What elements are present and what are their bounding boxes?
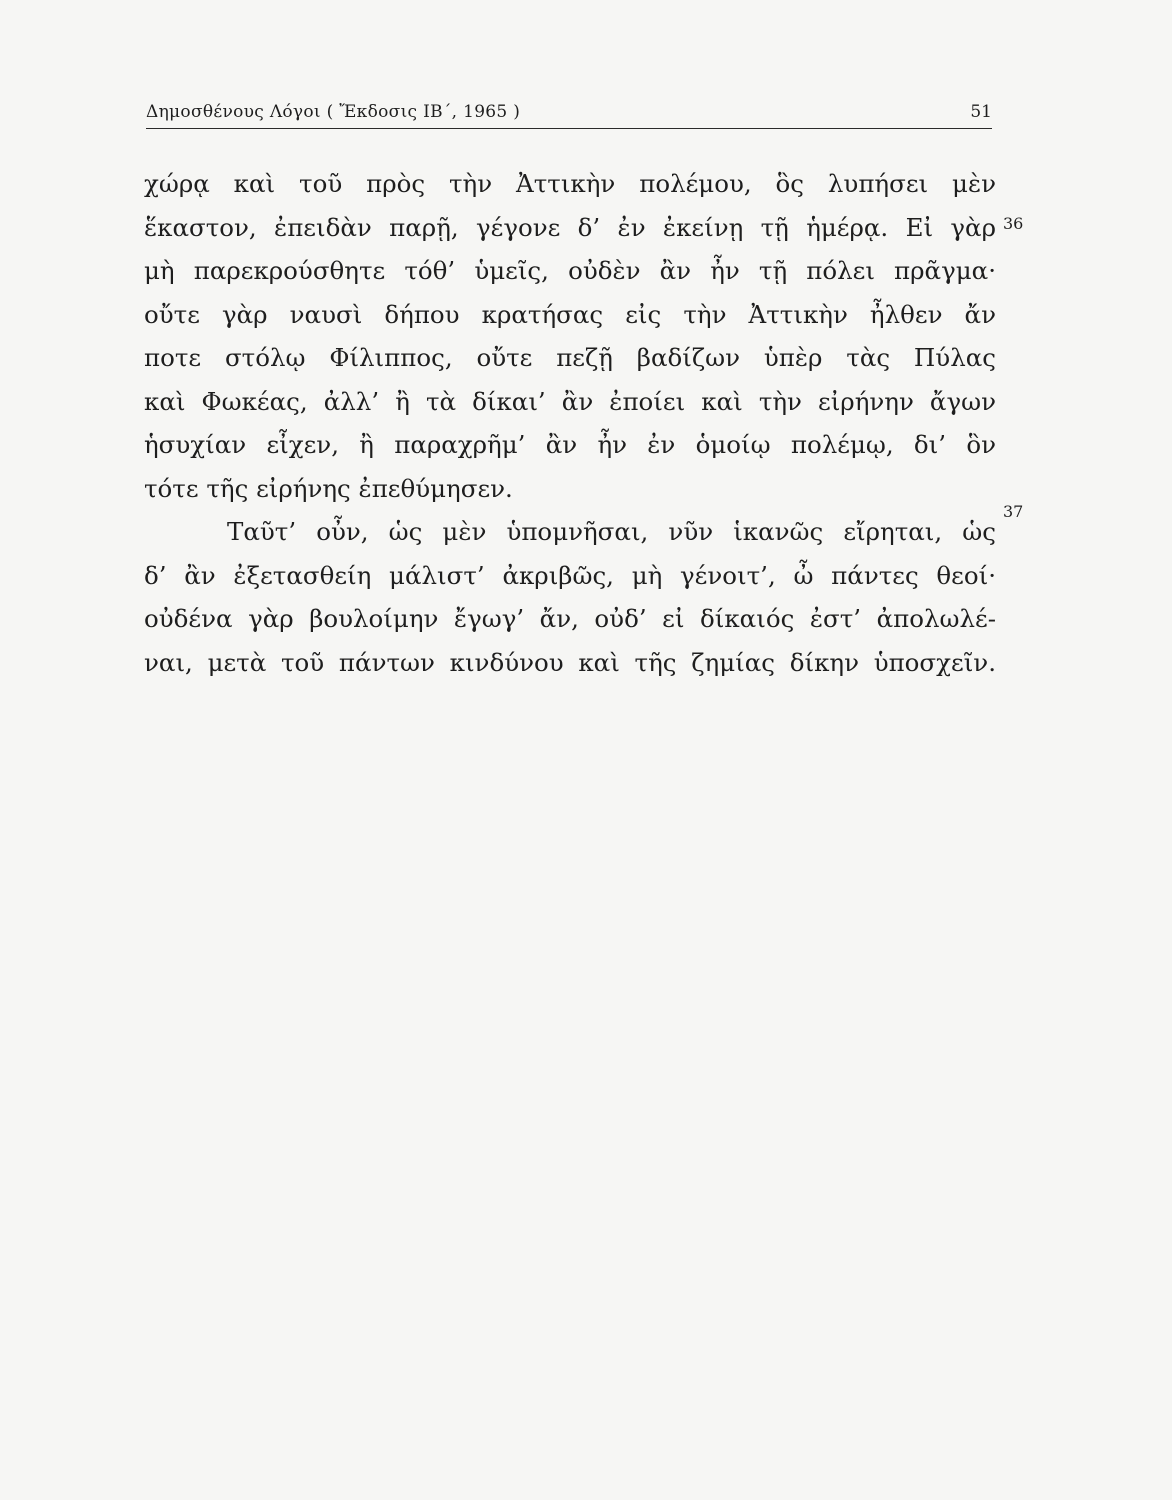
greek-text-body	[144, 162, 996, 684]
text-line: ἕκαστον, ἐπειδὰν παρῇ, γέγονε δ’ ἐν ἐκείνῃ τῇ ἡμέρᾳ. Εἰ γὰρ	[144, 212, 996, 242]
text-line: ναι, μετὰ τοῦ πάντων κινδύνου καὶ τῆς ζημίας δίκην ὑποσχεῖν.	[144, 647, 996, 677]
text-line: χώρᾳ καὶ τοῦ πρὸς τὴν Ἀττικὴν πολέμου, ὃς λυπήσει μὲν	[144, 169, 996, 198]
section-number-36: 36	[1003, 214, 1024, 233]
text-line: μὴ παρεκρούσθητε τόθ’ ὑμεῖς, οὐδὲν ἂν ἦν τῇ πόλει πρᾶγμα·	[144, 256, 996, 285]
text-line: ποτε στόλῳ Φίλιππος, οὔτε πεζῇ βαδίζων ὑπὲρ τὰς Πύλας	[144, 343, 996, 372]
text-line: καὶ Φωκέας, ἀλλ’ ἢ τὰ δίκαι’ ἂν ἐποίει καὶ τὴν εἰρήνην ἄγων	[144, 386, 996, 416]
text-line: τότε τῆς εἰρήνης ἐπεθύμησεν.	[144, 473, 513, 503]
running-head-title: Δημοσθένους Λόγοι ( Ἔκδοσις ΙΒ΄, 1965 )	[146, 102, 521, 122]
text-line: ἡσυχίαν εἶχεν, ἢ παραχρῆμ’ ἂν ἦν ἐν ὁμοίῳ πολέμῳ, δι’ ὃν	[144, 430, 996, 459]
text-line: δ’ ἂν ἐξετασθείη μάλιστ’ ἀκριβῶς, μὴ γένοιτ’, ὦ πάντες θεοί·	[144, 560, 996, 590]
text-line: Ταῦτ’ οὖν, ὡς μὲν ὑπομνῆσαι, νῦν ἱκανῶς εἴρηται, ὡς	[227, 517, 996, 546]
running-header	[146, 102, 992, 129]
text-line: οὔτε γὰρ ναυσὶ δήπου κρατήσας εἰς τὴν Ἀττικὴν ἦλθεν ἄν	[144, 299, 996, 329]
text-line: οὐδένα γὰρ βουλοίμην ἔγωγ’ ἄν, οὐδ’ εἰ δίκαιός ἐστ’ ἀπολωλέ-	[144, 604, 996, 633]
page-number: 51	[970, 102, 992, 122]
section-number-37: 37	[1003, 502, 1024, 521]
